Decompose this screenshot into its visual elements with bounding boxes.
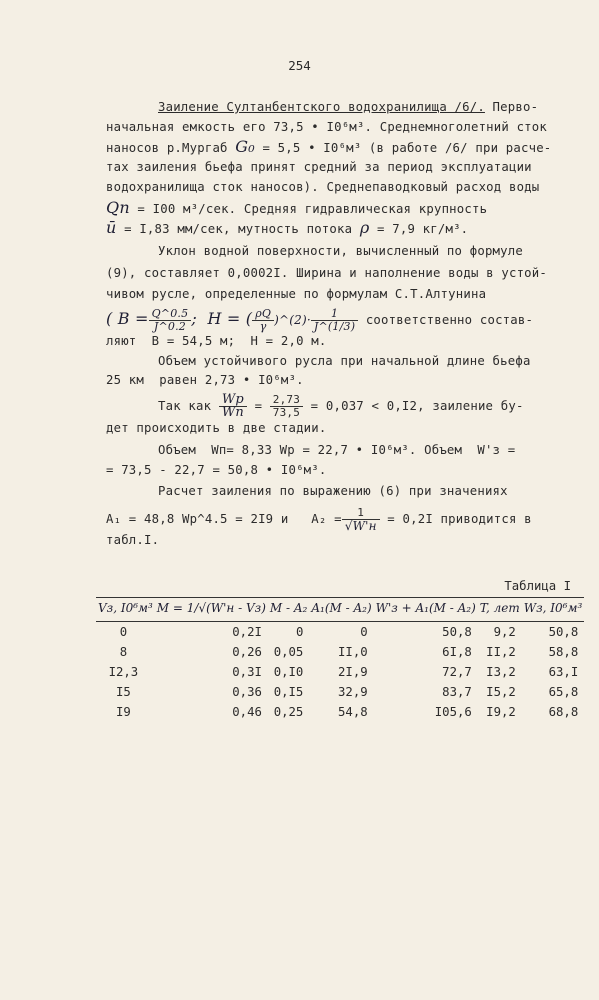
table-cell: II,0: [338, 645, 368, 659]
a2-fraction: [342, 507, 380, 532]
ratio-values-den: 73,5: [272, 406, 301, 419]
table-cell: 0,I5: [273, 685, 304, 699]
table-cell: 8: [119, 645, 128, 659]
formula-h-lhs: ; H = (: [191, 309, 253, 328]
para4-text-a: Так как: [158, 399, 219, 413]
symbol-u: ū: [106, 218, 117, 237]
para6-line2: [106, 506, 532, 532]
a2-num: 1: [342, 507, 380, 520]
table-cell: 83,7: [442, 685, 472, 699]
table-cell: I5,2: [486, 685, 516, 699]
para2-line2: (9), составляет 0,0002I. Ширина и наполнение воды в устой-: [106, 266, 547, 280]
table-row: [96, 682, 584, 702]
table-cell: 50,8: [548, 625, 579, 639]
formula-b-fraction: [149, 308, 192, 333]
table-cell: 9,2: [493, 625, 516, 639]
para1-line7-a: = I,83 мм/сек, мутность потока: [116, 222, 360, 236]
para6-line3: табл.I.: [106, 533, 160, 547]
table-cell: I05,6: [434, 705, 472, 719]
col-header-vz: Vз, I0⁶м³: [96, 598, 155, 622]
ratio-values-num: 2,73: [270, 394, 303, 407]
para5-line2: = 73,5 - 22,7 = 50,8 • I0⁶м³.: [106, 463, 327, 477]
table-cell: I5: [115, 685, 131, 699]
table-cell: 0,2I: [232, 625, 262, 639]
para6-text-b: = 0,2I приводится в: [379, 512, 532, 526]
para4-text-c: = 0,037 < 0,I2, заиление бу-: [303, 399, 524, 413]
table-cell: 0: [295, 625, 304, 639]
page-number: 254: [288, 58, 311, 73]
para1-line3: [106, 137, 552, 156]
para2-line3: чивом русле, определенные по формулам С.Т.Алтунина: [106, 287, 487, 301]
table-cell: I3,2: [486, 665, 516, 679]
a2-den: √W'н: [344, 519, 377, 533]
table-row: [96, 662, 584, 682]
table-cell: 68,8: [548, 705, 579, 719]
para5-line1: Объем Wп= 8,33 Wp = 22,7 • I0⁶м³. Объем W'з =: [158, 443, 516, 457]
table-cell: 50,8: [442, 625, 472, 639]
formula-h-mid: )^(2)·: [274, 313, 311, 327]
ratio-den: Wп: [221, 405, 244, 420]
table-cell: 0,3I: [232, 665, 262, 679]
ratio-num: Wp: [219, 394, 247, 407]
table-cell: 65,8: [548, 685, 579, 699]
para3-line1: Объем устойчивого русла при начальной длине бьефа: [158, 354, 531, 368]
para2-formula-line: [106, 308, 533, 333]
para1-line7-b: = 7,9 кг/м³.: [369, 222, 469, 236]
para3-line2: 25 км равен 2,73 • I0⁶м³.: [106, 373, 304, 387]
table-cell: I9: [115, 705, 131, 719]
para4-line1: [158, 393, 524, 419]
para1-line1-rest: Перво-: [484, 100, 539, 114]
para1-line3-b: = 5,5 • I0⁶м³ (в работе /6/ при расче-: [254, 141, 552, 155]
table-cell: 0,05: [273, 645, 304, 659]
table-cell: 58,8: [548, 645, 579, 659]
table-row: [96, 702, 584, 722]
col-header-m-a2: M - A₂: [268, 598, 309, 622]
para2-line1: Уклон водной поверхности, вычисленный по формуле: [158, 244, 523, 258]
col-header-wz-sum: W'з + A₁(M - A₂): [374, 598, 478, 622]
formula-h-fraction: [252, 308, 274, 333]
formula-b-lhs: ( B =: [106, 309, 149, 328]
para1-line2: начальная емкость его 73,5 • I0⁶м³. Среднемноголетний сток: [106, 120, 547, 134]
col-header-m: M = 1/√(W'н - Vз): [155, 598, 268, 622]
formula-h2-num: 1: [311, 308, 358, 321]
symbol-qp: Qп: [106, 198, 130, 217]
col-header-wz: Wз, I0⁶м³: [522, 598, 584, 622]
data-table: [96, 597, 584, 722]
section-heading: Заиление Султанбентского водохранилища /6/.: [158, 100, 485, 114]
para1-line7: [106, 218, 469, 237]
table-cell: 6I,8: [442, 645, 472, 659]
para1-line5: водохранилища сток наносов). Среднепаводковый расход воды: [106, 180, 540, 194]
col-header-t: T, лет: [478, 598, 522, 622]
formula-h-num: ρQ: [252, 308, 274, 321]
formula-h2-fraction: [311, 308, 358, 333]
table-cell: 54,8: [338, 705, 368, 719]
table-cell: 32,9: [338, 685, 368, 699]
table-cell: 0: [119, 625, 128, 639]
formula-tail: соответственно состав-: [358, 313, 534, 327]
table-cell: 0: [360, 625, 368, 639]
formula-b-den: J^0.2: [153, 320, 186, 333]
table-cell: 0,46: [232, 705, 262, 719]
symbol-rho: ρ: [359, 218, 370, 237]
table-cell: II,2: [486, 645, 516, 659]
para1-line6: [106, 198, 488, 217]
table-header-row: [96, 598, 584, 622]
para6-line1: Расчет заиления по выражению (6) при значениях: [158, 484, 508, 498]
formula-h-den: γ: [259, 320, 267, 333]
table-cell: 0,I0: [273, 665, 304, 679]
col-header-a1m: A₁(M - A₂): [309, 598, 373, 622]
table-cell: 2I,9: [338, 665, 368, 679]
table-cell: I9,2: [486, 705, 516, 719]
formula-b-num: Q^0.5: [149, 308, 192, 321]
table-cell: 0,26: [232, 645, 262, 659]
table-row: [96, 642, 584, 662]
symbol-g0: G₀: [235, 137, 255, 156]
para4-line2: дет происходить в две стадии.: [106, 421, 327, 435]
table-caption: Таблица I: [504, 579, 571, 593]
para6-text-a: A₁ = 48,8 Wp^4.5 = 2I9 и A₂ =: [106, 512, 342, 526]
para1-line3-a: наносов р.Мургаб: [106, 141, 236, 155]
table-cell: 72,7: [442, 665, 472, 679]
table-cell: I2,3: [108, 665, 139, 679]
formula-h2-den: J^(1/3): [313, 320, 356, 333]
table-cell: 63,I: [548, 665, 579, 679]
table-cell: 0,25: [273, 705, 304, 719]
para1-line1: [158, 100, 538, 114]
ratio-wp-wn: [219, 394, 247, 419]
para4-eq: =: [246, 399, 270, 413]
ratio-values: [270, 394, 303, 419]
table-row: [96, 622, 584, 643]
para1-line6-text: = I00 м³/сек. Средняя гидравлическая крупность: [129, 202, 488, 216]
para2-line5: ляют B = 54,5 м; H = 2,0 м.: [106, 334, 327, 348]
para1-line4: тах заиления бьефа принят средний за период эксплуатации: [106, 160, 532, 174]
table-cell: 0,36: [232, 685, 262, 699]
